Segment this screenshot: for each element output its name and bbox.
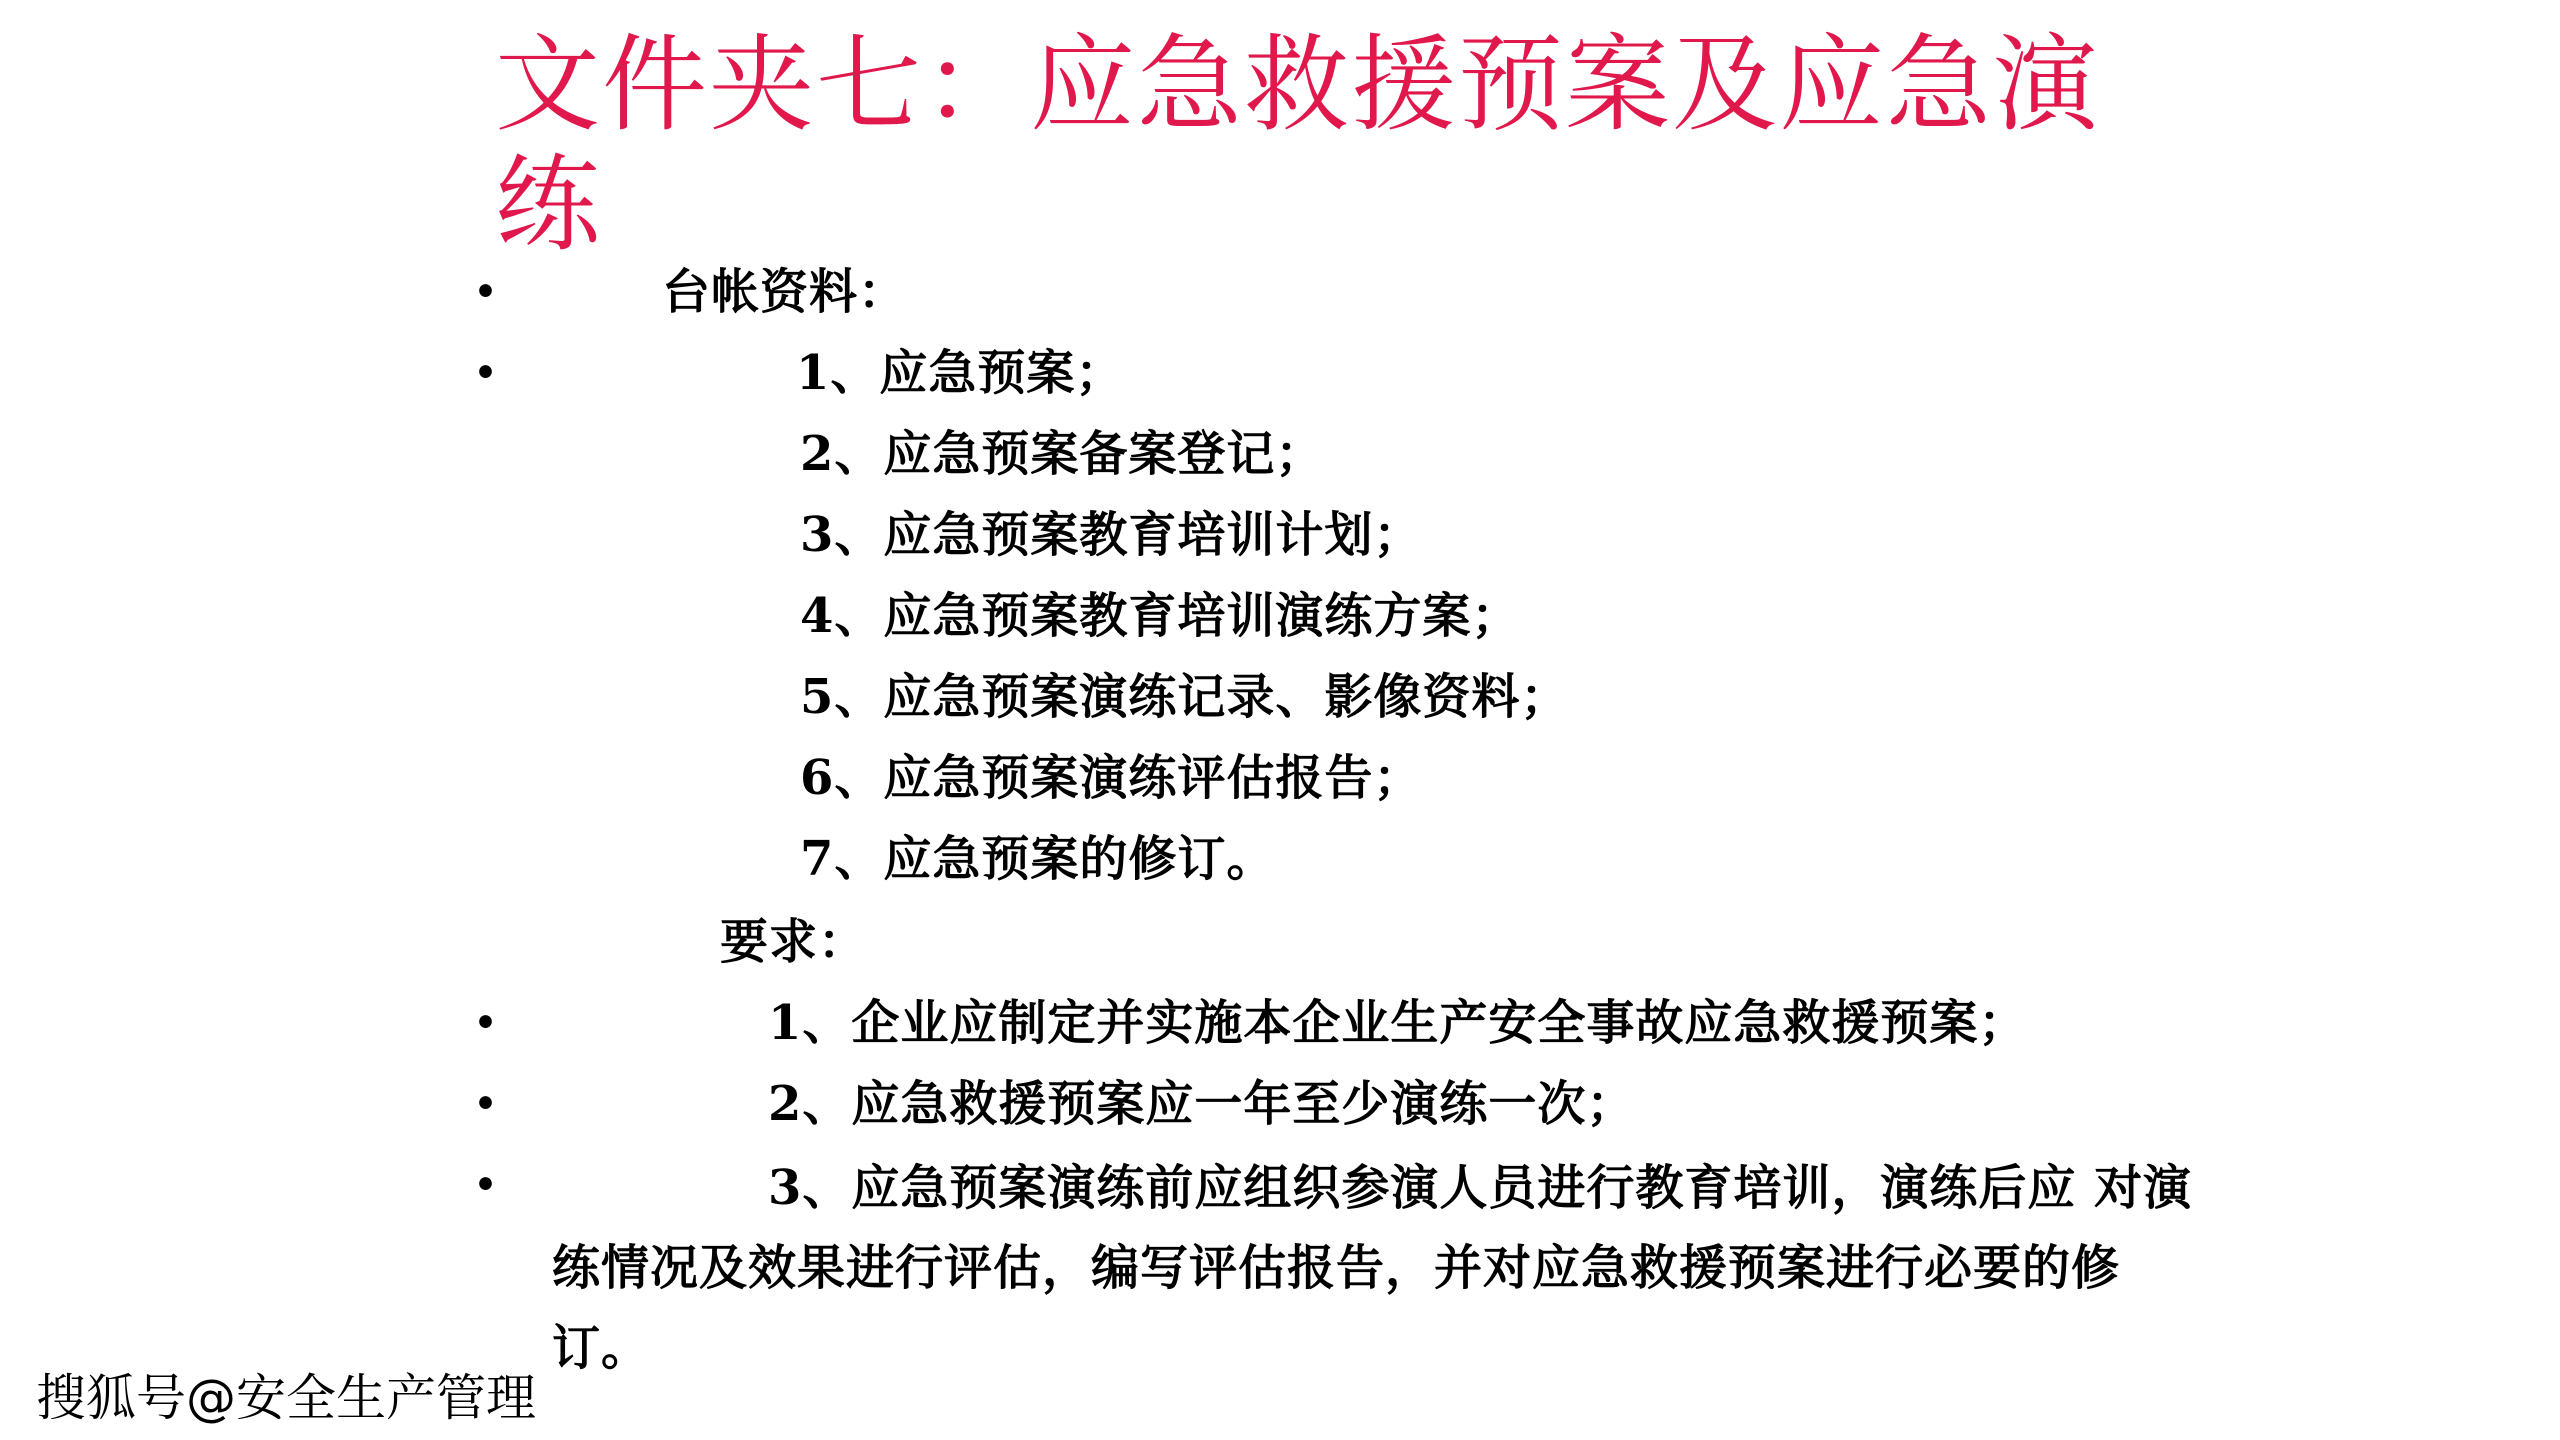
records-item: 5、应急预案演练记录、影像资料； (800, 669, 1570, 725)
requirements-heading: 要求： (720, 914, 868, 970)
bullet-marker: • (474, 1164, 498, 1206)
requirements-item: 1、企业应制定并实施本企业生产安全事故应急救援预案； (768, 995, 2028, 1051)
bullet-marker: • (474, 352, 498, 394)
requirements-item: 2、应急救援预案应一年至少演练一次； (768, 1076, 1636, 1132)
requirements-item: 3、应急预案演练前应组织参演人员进行教育培训，演练后应 对演练情况及效果进行评估，编写评估报告，并对应急救援预案进行必要的修订。 (552, 1160, 2193, 1376)
records-item: 7、应急预案的修订。 (800, 831, 1276, 887)
records-heading: 台帐资料： (662, 264, 908, 320)
records-item: 4、应急预案教育培训演练方案； (800, 588, 1521, 644)
slide-title: 文件夹七：应急救援预案及应急演练 (495, 24, 2101, 266)
records-item: 3、应急预案教育培训计划； (800, 507, 1423, 563)
bullet-marker: • (474, 271, 498, 313)
source-watermark: 搜狐号@安全生产管理 (36, 1369, 536, 1427)
records-item: 2、应急预案备案登记； (800, 426, 1325, 482)
bullet-marker: • (474, 1002, 498, 1044)
records-item: 1、应急预案； (796, 345, 1125, 401)
records-item: 6、应急预案演练评估报告； (800, 750, 1423, 806)
bullet-marker: • (474, 1083, 498, 1125)
